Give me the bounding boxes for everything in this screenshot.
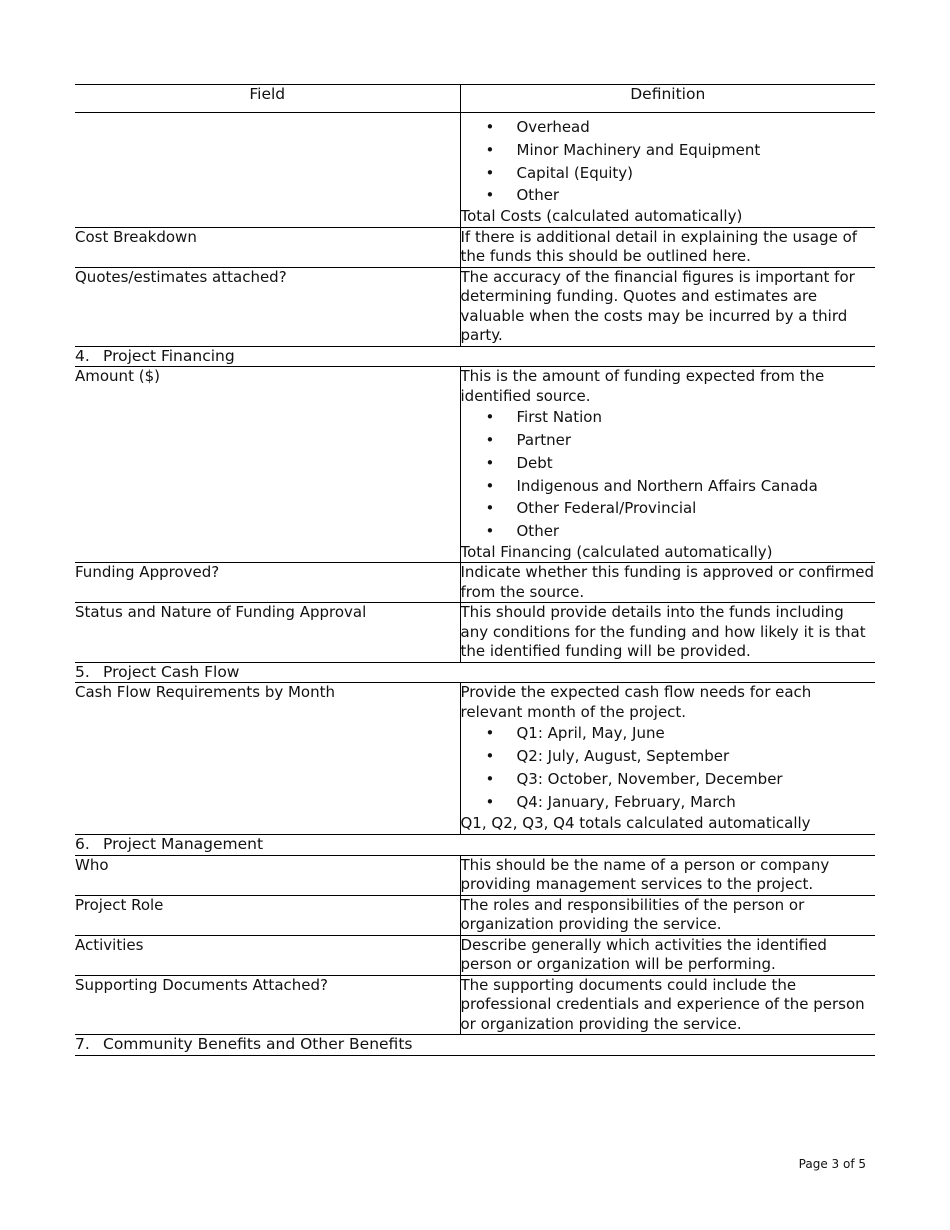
list-item: • Q4: January, February, March bbox=[461, 791, 876, 814]
definition-intro: Provide the expected cash flow needs for each relevant month of the project. bbox=[460, 683, 812, 721]
section-number: 4. bbox=[75, 346, 90, 365]
section-heading-row bbox=[75, 835, 875, 856]
definition-cell: The roles and responsibilities of the person or organization providing the service. bbox=[460, 895, 875, 935]
definition-cell: The accuracy of the financial figures is important for determining funding. Quotes and estimates are valuable when the costs may be incurred by a third party. bbox=[460, 267, 875, 346]
section-heading bbox=[75, 662, 875, 683]
list-item: • Partner bbox=[461, 429, 876, 452]
list-item: • Other bbox=[461, 520, 876, 543]
list-item: • Q1: April, May, June bbox=[461, 722, 876, 745]
section-number: 7. bbox=[75, 1035, 90, 1054]
total-costs-text: Total Costs (calculated automatically) bbox=[460, 207, 743, 226]
list-item: • Indigenous and Northern Affairs Canada bbox=[461, 475, 876, 498]
total-financing-text: Total Financing (calculated automatically) bbox=[460, 542, 773, 561]
section-heading bbox=[75, 1035, 875, 1056]
definition-cell bbox=[460, 113, 875, 228]
section-title: Project Financing bbox=[103, 346, 235, 365]
definition-cell: If there is additional detail in explaining the usage of the funds this should be outlined here. bbox=[460, 227, 875, 267]
cost-category-list bbox=[461, 116, 876, 207]
quarter-totals-text: Q1, Q2, Q3, Q4 totals calculated automatically bbox=[460, 813, 811, 832]
table-row bbox=[75, 227, 875, 267]
list-item: • Q2: July, August, September bbox=[461, 745, 876, 768]
section-heading-row bbox=[75, 346, 875, 367]
list-item: • Minor Machinery and Equipment bbox=[461, 139, 876, 162]
definition-cell: Indicate whether this funding is approved or confirmed from the source. bbox=[460, 563, 875, 601]
list-item: • Debt bbox=[461, 452, 876, 475]
list-item: • Q3: October, November, December bbox=[461, 768, 876, 791]
field-cell: Funding Approved? bbox=[75, 563, 460, 603]
list-item: • First Nation bbox=[461, 406, 876, 429]
definition-cell bbox=[460, 367, 875, 563]
page-number: Page 3 of 5 bbox=[798, 1157, 866, 1171]
list-item: • Other bbox=[461, 184, 876, 207]
funding-source-list bbox=[461, 406, 876, 543]
definitions-table bbox=[75, 84, 875, 1056]
field-cell: Cost Breakdown bbox=[75, 227, 460, 267]
definition-intro: This is the amount of funding expected from the identified source. bbox=[460, 367, 825, 405]
section-title: Project Cash Flow bbox=[103, 662, 240, 681]
table-row bbox=[75, 975, 875, 1035]
section-heading-row bbox=[75, 1035, 875, 1056]
section-title: Project Management bbox=[103, 835, 264, 854]
section-heading bbox=[75, 346, 875, 367]
section-number: 5. bbox=[75, 662, 90, 681]
table-header-row bbox=[75, 85, 875, 113]
field-cell: Amount ($) bbox=[75, 367, 460, 563]
definition-cell: The supporting documents could include the professional credentials and experience of the person or organization providing the service. bbox=[460, 975, 875, 1035]
table-row bbox=[75, 367, 875, 563]
field-cell: Project Role bbox=[75, 895, 460, 935]
table-row bbox=[75, 855, 875, 895]
definition-cell bbox=[460, 683, 875, 835]
definition-cell: Describe generally which activities the identified person or organization will be performing. bbox=[460, 935, 875, 975]
table-row bbox=[75, 895, 875, 935]
list-item: • Other Federal/Provincial bbox=[461, 497, 876, 520]
section-heading bbox=[75, 835, 875, 856]
definition-cell: This should provide details into the funds including any conditions for the funding and how likely it is that the identified funding will be provided. bbox=[460, 603, 875, 663]
table-row bbox=[75, 683, 875, 835]
field-cell: Supporting Documents Attached? bbox=[75, 975, 460, 1035]
field-cell: Cash Flow Requirements by Month bbox=[75, 683, 460, 835]
field-column-header: Field bbox=[75, 85, 460, 113]
field-cell: Activities bbox=[75, 935, 460, 975]
table-row bbox=[75, 935, 875, 975]
list-item: • Overhead bbox=[461, 116, 876, 139]
field-cell: Status and Nature of Funding Approval bbox=[75, 603, 460, 663]
section-heading-row bbox=[75, 662, 875, 683]
field-cell: Quotes/estimates attached? bbox=[75, 267, 460, 346]
list-item: • Capital (Equity) bbox=[461, 162, 876, 185]
section-title: Community Benefits and Other Benefits bbox=[103, 1035, 413, 1054]
quarter-list bbox=[461, 722, 876, 813]
field-cell bbox=[75, 113, 460, 228]
definition-cell: This should be the name of a person or company providing management services to the project. bbox=[460, 855, 875, 895]
table-row bbox=[75, 563, 875, 603]
table-row bbox=[75, 113, 875, 228]
table-row bbox=[75, 267, 875, 346]
field-cell: Who bbox=[75, 855, 460, 895]
section-number: 6. bbox=[75, 835, 90, 854]
table-row bbox=[75, 603, 875, 663]
definition-column-header: Definition bbox=[460, 85, 875, 113]
